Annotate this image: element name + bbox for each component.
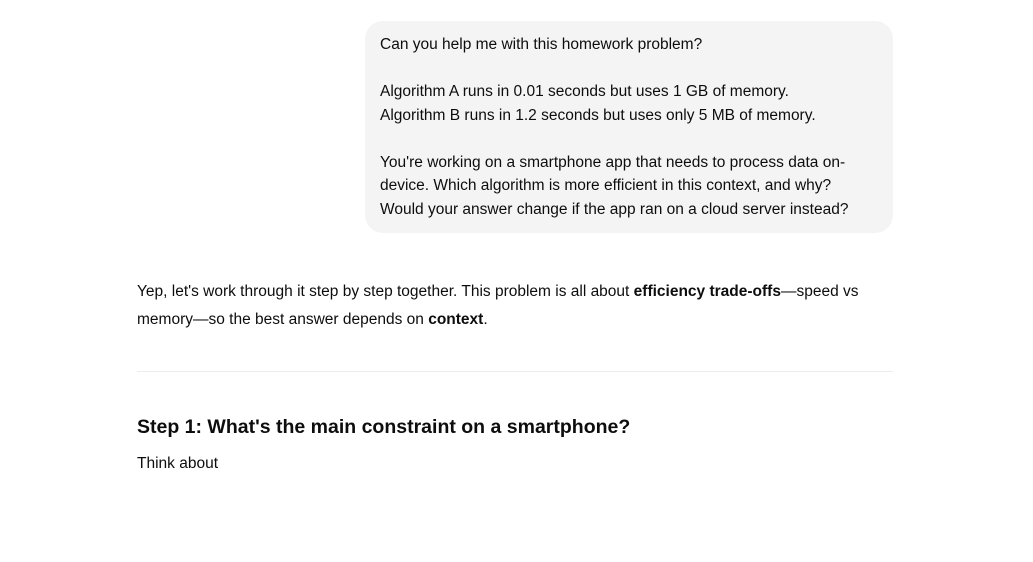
user-message-line: Can you help me with this homework problem? xyxy=(380,36,703,53)
intro-bold-context: context xyxy=(428,311,484,328)
user-message-paragraph xyxy=(380,33,877,57)
user-message-line: Algorithm A runs in 0.01 seconds but uses 1 GB of memory. xyxy=(380,83,789,100)
user-message-paragraph xyxy=(380,80,877,127)
assistant-message xyxy=(137,278,897,334)
user-message-bubble xyxy=(365,21,893,233)
user-message-line: Algorithm B runs in 1.2 seconds but uses only 5 MB of memory. xyxy=(380,106,816,124)
assistant-intro xyxy=(137,278,897,334)
user-message-line: You're working on a smartphone app that needs to process data on- xyxy=(380,153,846,171)
user-message-line: device. Which algorithm is more efficient in this context, and why? xyxy=(380,177,832,194)
user-message-paragraph xyxy=(380,151,877,222)
step-1-text: Think about xyxy=(137,455,218,472)
section-divider xyxy=(137,371,893,372)
user-message-line: Would your answer change if the app ran on a cloud server instead? xyxy=(380,200,849,218)
step-1-heading: Step 1: What's the main constraint on a smartphone? xyxy=(137,416,631,438)
intro-bold-trade-offs: efficiency trade-offs xyxy=(633,283,781,300)
intro-text: —speed vs memory—so the best answer depends on xyxy=(137,283,859,328)
intro-text: . xyxy=(483,311,488,328)
intro-text: Yep, let's work through it step by step together. This problem is all about xyxy=(137,283,634,300)
